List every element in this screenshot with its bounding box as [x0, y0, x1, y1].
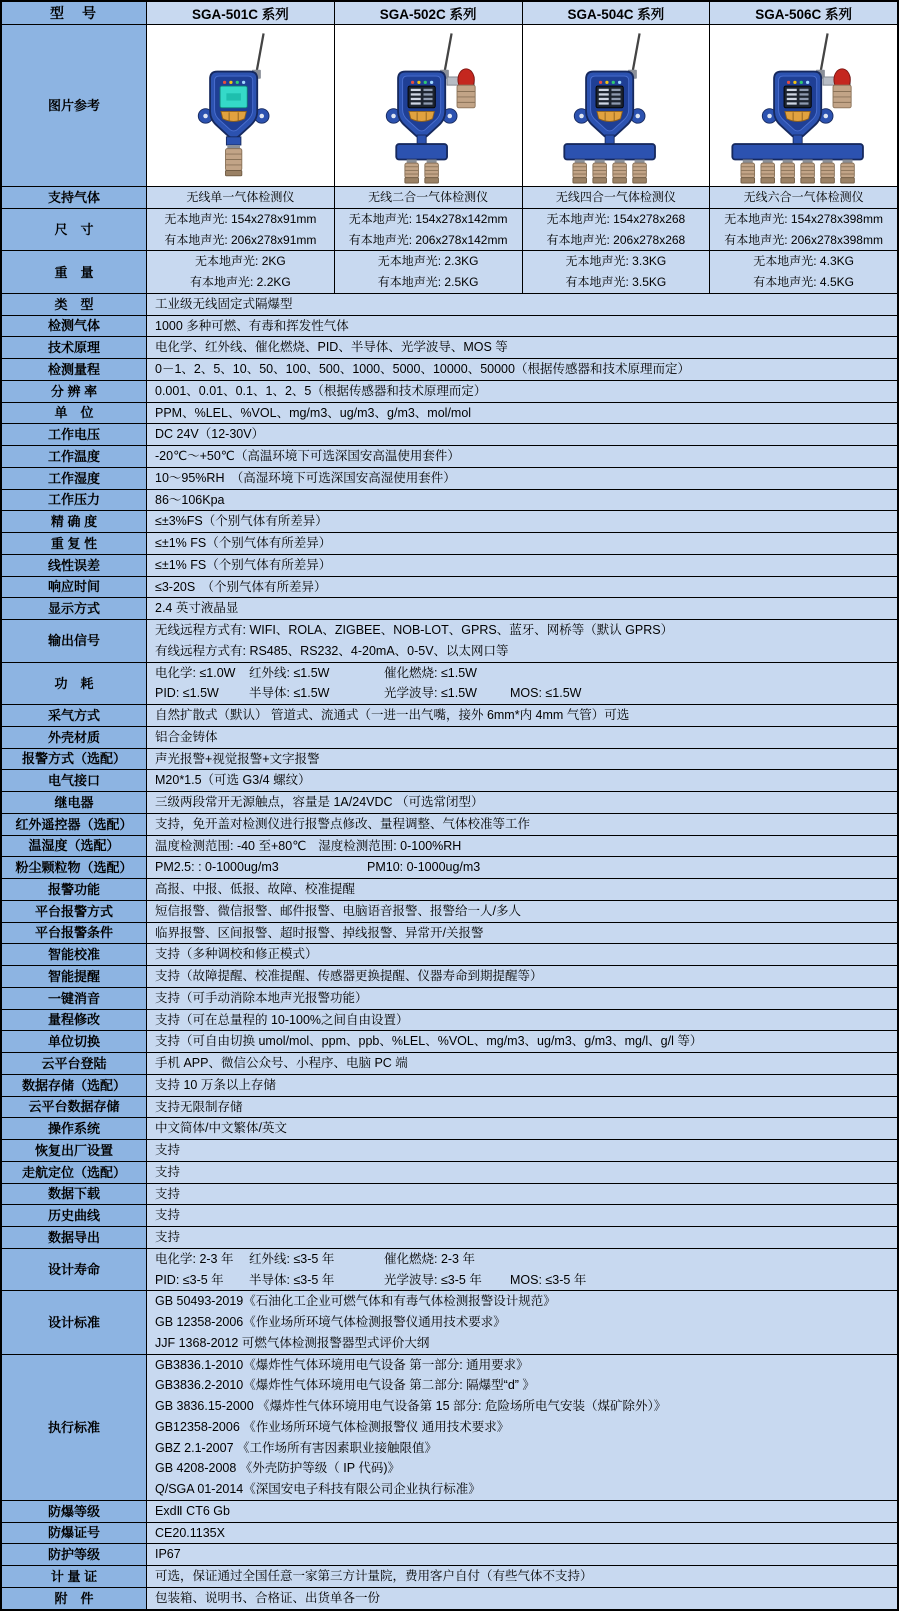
value-line: [155, 836, 897, 857]
value-ir-remote: [147, 814, 897, 835]
row-label-pressure: 工作压力: [2, 490, 147, 511]
value-line: GB12358-2006 《作业场所环境气体检测报警仪 通用技术要求》: [155, 1419, 510, 1434]
row-label-housing: 外壳材质: [2, 727, 147, 748]
spec-row-display: [2, 598, 897, 620]
value-line: 无线二合一气体检测仪: [368, 190, 489, 204]
value-line: 无本地声光: 4.3KG: [753, 254, 854, 269]
spec-row-design-standards: [2, 1291, 897, 1354]
model-header-sga-502c: SGA-502C 系列: [335, 2, 523, 24]
row-label-repeatability: 重 复 性: [2, 533, 147, 554]
value-accuracy: [147, 511, 897, 532]
value-design-life: [147, 1249, 897, 1291]
model-header-label: 型 号: [2, 2, 147, 24]
row-label-display: 显示方式: [2, 598, 147, 619]
value-line: 无本地声光: 2.3KG: [377, 254, 479, 269]
value-line: 有本地声光: 2.2KG: [190, 275, 291, 289]
spec-row-output-signal: [2, 620, 897, 663]
value-line: ≤±3%FS（个别气体有所差异）: [155, 514, 328, 529]
value-line: 支持（多种调校和修正模式）: [155, 947, 318, 962]
value-data-download: [147, 1184, 897, 1205]
value-line: 有本地声光: 206x278x398mm: [724, 232, 883, 247]
value-technology: [147, 337, 897, 358]
value-gas-supported-col4: [710, 187, 897, 208]
spec-row-units: [2, 403, 897, 425]
spec-row-smart-calibration: [2, 944, 897, 966]
value-segment: 红外线: ≤1.5W: [249, 665, 330, 680]
value-explosion-cert: [147, 1523, 897, 1544]
value-line: ExdⅡ CT6 Gb: [155, 1503, 230, 1518]
value-segment: 半导体: ≤3-5 年: [249, 1272, 335, 1287]
spec-row-dimensions: [2, 209, 897, 252]
product-image-sga-502c: [335, 25, 523, 186]
value-segment: MOS: ≤1.5W: [510, 686, 582, 701]
spec-row-linearity: [2, 555, 897, 577]
value-line: 无本地声光: 154x278x91mm: [164, 211, 317, 226]
model-header-sga-504c: SGA-504C 系列: [523, 2, 711, 24]
value-line: GB 12358-2006《作业场所环境气体检测报警仪通用技术要求》: [155, 1315, 506, 1329]
row-label-electrical-interface: 电气接口: [2, 770, 147, 791]
spec-row-metering-cert: [2, 1566, 897, 1588]
row-label-alarm-functions: 报警功能: [2, 879, 147, 900]
row-label-cloud-login: 云平台登陆: [2, 1053, 147, 1074]
value-line: -20℃～+50℃（高温环境下可选深国安高温使用套件）: [155, 449, 460, 463]
row-label-units: 单 位: [2, 403, 147, 424]
value-unit-switch: [147, 1031, 897, 1052]
value-segment: 半导体: ≤1.5W: [249, 686, 330, 701]
value-factory-reset: [147, 1140, 897, 1161]
product-image-sga-504c: [523, 25, 711, 186]
spec-row-cloud-login: [2, 1053, 897, 1075]
value-line: PPM、%LEL、%VOL、mg/m3、ug/m3、g/m3、mol/mol: [155, 405, 472, 420]
value-line: 支持（故障提醒、校准提醒、传感器更换提醒、仪器寿命到期提醒等）: [155, 969, 543, 983]
value-weight-col1: [147, 251, 335, 293]
value-segment: 电化学: ≤1.0W: [155, 665, 236, 680]
spec-row-voltage: [2, 424, 897, 446]
value-line: ≤±1% FS（个别气体有所差异）: [155, 557, 332, 572]
spec-row-alarm-functions: [2, 879, 897, 901]
value-line: CE20.1135X: [155, 1525, 225, 1540]
value-line: 2.4 英寸液晶显: [155, 601, 239, 616]
row-label-one-key-mute: 一键消音: [2, 988, 147, 1009]
value-line: 有本地声光: 206x278x268: [546, 232, 686, 247]
row-label-smart-reminder: 智能提醒: [2, 966, 147, 987]
value-line: 电化学、红外线、催化燃烧、PID、半导体、光学波导、MOS 等: [155, 340, 508, 355]
value-gas-supported-col2: [335, 187, 523, 208]
value-line: 无本地声光: 3.3KG: [565, 254, 667, 269]
gas-detector-figure: [337, 28, 519, 184]
value-line: 短信报警、微信报警、邮件报警、电脑语音报警、报警给一人/多人: [155, 903, 521, 918]
value-line: 支持: [155, 1208, 181, 1223]
value-line: 支持: [155, 1186, 181, 1201]
value-line: 声光报警+视觉报警+文字报警: [155, 751, 320, 766]
spec-row-alarm-mode: [2, 749, 897, 771]
row-label-exec-standards: 执行标准: [2, 1355, 147, 1500]
value-line: GB3836.2-2010《爆炸性气体环境用电气设备 第二部分: 隔爆型“d” 》: [155, 1378, 535, 1393]
spec-row-dust: [2, 857, 897, 879]
value-data-export: [147, 1227, 897, 1248]
spec-row-weight: [2, 251, 897, 294]
value-line: 无本地声光: 2KG: [195, 254, 286, 269]
value-line: 支持无限制存储: [155, 1099, 243, 1114]
row-label-response-time: 响应时间: [2, 577, 147, 598]
spec-row-history-curve: [2, 1205, 897, 1227]
value-line: 工业级无线固定式隔爆型: [155, 296, 293, 311]
value-response-time: [147, 577, 897, 598]
value-ip-rating: [147, 1544, 897, 1565]
value-segment: PM2.5: : 0-1000ug/m3: [155, 860, 279, 875]
value-units: [147, 403, 897, 424]
value-line: 支持: [155, 1230, 181, 1244]
row-label-explosion-cert: 防爆证号: [2, 1523, 147, 1544]
value-line: 手机 APP、微信公众号、小程序、电脑 PC 端: [155, 1056, 408, 1070]
value-smart-calibration: [147, 944, 897, 965]
value-line: 高报、中报、低报、故障、校准提醒: [155, 882, 356, 896]
value-range-modify: [147, 1010, 897, 1031]
value-line: [155, 663, 897, 684]
value-segment: 湿度检测范围: 0-100%RH: [318, 838, 462, 853]
spec-row-ip-rating: [2, 1544, 897, 1566]
value-line: [155, 1270, 897, 1291]
row-label-alarm-mode: 报警方式（选配）: [2, 749, 147, 770]
row-label-os: 操作系统: [2, 1118, 147, 1139]
value-line: 无本地声光: 154x278x142mm: [348, 211, 508, 226]
value-line: [155, 1249, 897, 1270]
row-label-dimensions: 尺 寸: [2, 209, 147, 251]
image-row-label: 图片参考: [2, 25, 147, 186]
row-label-history-curve: 历史曲线: [2, 1205, 147, 1226]
value-line: 支持（可自由切换 umol/mol、ppm、ppb、%LEL、%VOL、mg/m3、ug/m3、g/m3、mg/l、g/l 等）: [155, 1034, 703, 1049]
spec-row-housing: [2, 727, 897, 749]
spec-row-cloud-storage: [2, 1097, 897, 1119]
value-line: GB 3836.15-2000 《爆炸性气体环境用电气设备第 15 部分: 危险场所电气安装（煤矿除外）》: [155, 1399, 667, 1413]
value-line: 三级两段常开无源触点，容量是 1A/24VDC （可选常闭型）: [155, 795, 484, 809]
spec-row-power-consumption: [2, 663, 897, 706]
value-design-standards: [147, 1291, 897, 1353]
value-weight-col3: [523, 251, 711, 293]
value-dimensions-col3: [523, 209, 711, 251]
spec-row-ir-remote: [2, 814, 897, 836]
row-label-navigation: 走航定位（选配）: [2, 1162, 147, 1183]
value-line: 无本地声光: 154x278x398mm: [724, 211, 883, 226]
value-weight-col4: [710, 251, 897, 293]
value-explosion-grade: [147, 1501, 897, 1522]
row-label-unit-switch: 单位切换: [2, 1031, 147, 1052]
value-line: 无本地声光: 154x278x268: [546, 211, 686, 226]
value-exec-standards: [147, 1355, 897, 1500]
value-segment: PID: ≤1.5W: [155, 686, 219, 701]
value-line: 86～106Kpa: [155, 492, 225, 507]
spec-row-platform-alarm-methods: [2, 901, 897, 923]
value-line: 有本地声光: 3.5KG: [565, 275, 667, 289]
value-platform-alarm-conditions: [147, 923, 897, 944]
row-label-humidity: 工作湿度: [2, 468, 147, 489]
row-label-ir-remote: 红外遥控器（选配）: [2, 814, 147, 835]
value-line: 有线远程方式有: RS485、RS232、4-20mA、0-5V、以太网口等: [155, 643, 509, 658]
value-line: 无线六合一气体检测仪: [743, 190, 864, 204]
spec-row-repeatability: [2, 533, 897, 555]
value-line: IP67: [155, 1547, 181, 1562]
spec-row-gas-supported: [2, 187, 897, 209]
row-label-accuracy: 精 确 度: [2, 511, 147, 532]
value-history-curve: [147, 1205, 897, 1226]
row-label-data-storage: 数据存储（选配）: [2, 1075, 147, 1096]
product-image-row: [2, 25, 897, 187]
value-line: GB3836.1-2010《爆炸性气体环境用电气设备 第一部分: 通用要求》: [155, 1357, 529, 1372]
spec-row-accuracy: [2, 511, 897, 533]
value-segment: PID: ≤3-5 年: [155, 1272, 224, 1287]
value-line: ≤±1% FS（个别气体有所差异）: [155, 536, 332, 550]
value-relay: [147, 792, 897, 813]
value-line: 10～95%RH （高湿环境下可选深国安高湿使用套件）: [155, 470, 456, 485]
row-label-design-life: 设计寿命: [2, 1249, 147, 1291]
spec-row-os: [2, 1118, 897, 1140]
row-label-detected-gases: 检测气体: [2, 316, 147, 337]
value-detected-gases: [147, 316, 897, 337]
row-label-accessories: 附 件: [2, 1588, 147, 1609]
value-power-consumption: [147, 663, 897, 705]
value-line: 有本地声光: 4.5KG: [753, 275, 854, 289]
row-label-metering-cert: 计 量 证: [2, 1566, 147, 1587]
row-label-data-download: 数据下载: [2, 1184, 147, 1205]
spec-row-temperature: [2, 446, 897, 468]
product-image-sga-506c: [710, 25, 897, 186]
value-segment: 光学波导: ≤3-5 年: [384, 1272, 482, 1287]
value-line: DC 24V（12-30V）: [155, 427, 265, 442]
spec-row-range: [2, 359, 897, 381]
value-line: 中文简体/中文繁体/英文: [155, 1121, 287, 1136]
value-data-storage: [147, 1075, 897, 1096]
spec-row-response-time: [2, 577, 897, 599]
spec-row-range-modify: [2, 1010, 897, 1032]
value-line: JJF 1368-2012 可燃气体检测报警器型式评价大纲: [155, 1335, 430, 1350]
spec-row-factory-reset: [2, 1140, 897, 1162]
gas-detector-figure: [149, 28, 331, 184]
value-line: 铝合金铸体: [155, 729, 218, 744]
spec-row-humidity: [2, 468, 897, 490]
value-line: 0.001、0.01、0.1、1、2、5（根据传感器和技术原理而定）: [155, 383, 487, 398]
value-line: M20*1.5（可选 G3/4 螺纹）: [155, 773, 311, 788]
spec-row-explosion-cert: [2, 1523, 897, 1545]
value-platform-alarm-methods: [147, 901, 897, 922]
row-label-explosion-grade: 防爆等级: [2, 1501, 147, 1522]
value-alarm-functions: [147, 879, 897, 900]
row-label-linearity: 线性误差: [2, 555, 147, 576]
value-line: 支持，免开盖对检测仪进行报警点修改、量程调整、气体校准等工作: [155, 816, 531, 831]
value-line: 可选，保证通过全国任意一家第三方计量院，费用客户自付（有些气体不支持）: [155, 1569, 593, 1583]
spec-row-one-key-mute: [2, 988, 897, 1010]
value-line: 支持: [155, 1164, 181, 1179]
row-label-platform-alarm-methods: 平台报警方式: [2, 901, 147, 922]
value-line: 有本地声光: 2.5KG: [377, 275, 479, 289]
value-os: [147, 1118, 897, 1139]
row-label-sampling: 采气方式: [2, 705, 147, 726]
spec-row-relay: [2, 792, 897, 814]
value-electrical-interface: [147, 770, 897, 791]
gas-detector-figure: [713, 28, 895, 184]
row-label-range-modify: 量程修改: [2, 1010, 147, 1031]
value-smart-reminder: [147, 966, 897, 987]
value-line: ≤3-20S （个别气体有所差异）: [155, 579, 327, 594]
value-resolution: [147, 381, 897, 402]
value-line: 临界报警、区间报警、超时报警、掉线报警、异常开/关报警: [155, 925, 484, 940]
value-one-key-mute: [147, 988, 897, 1009]
value-line: 有本地声光: 206x278x142mm: [348, 232, 508, 247]
row-label-ip-rating: 防护等级: [2, 1544, 147, 1565]
row-label-power-consumption: 功 耗: [2, 663, 147, 705]
spec-row-smart-reminder: [2, 966, 897, 988]
value-accessories: [147, 1588, 897, 1609]
row-label-voltage: 工作电压: [2, 424, 147, 445]
value-line: 有本地声光: 206x278x91mm: [164, 232, 317, 247]
value-line: [155, 857, 897, 878]
row-label-smart-calibration: 智能校准: [2, 944, 147, 965]
value-output-signal: [147, 620, 897, 662]
row-label-dust: 粉尘颗粒物（选配）: [2, 857, 147, 878]
spec-row-data-storage: [2, 1075, 897, 1097]
value-segment: 红外线: ≤3-5 年: [249, 1251, 335, 1266]
value-line: 无线远程方式有: WIFI、ROLA、ZIGBEE、NOB-LOT、GPRS、蓝牙、网桥等（默认 GPRS）: [155, 623, 674, 637]
value-dimensions-col4: [710, 209, 897, 251]
value-segment: PM10: 0-1000ug/m3: [367, 860, 481, 875]
value-metering-cert: [147, 1566, 897, 1587]
spec-row-detected-gases: [2, 316, 897, 338]
value-pressure: [147, 490, 897, 511]
spec-row-data-download: [2, 1184, 897, 1206]
row-label-cloud-storage: 云平台数据存储: [2, 1097, 147, 1118]
value-range: [147, 359, 897, 380]
model-header-sga-506c: SGA-506C 系列: [710, 2, 897, 24]
row-label-output-signal: 输出信号: [2, 620, 147, 662]
spec-row-exec-standards: [2, 1355, 897, 1501]
value-temp-humidity: [147, 836, 897, 857]
value-line: [155, 683, 897, 704]
row-label-resolution: 分 辨 率: [2, 381, 147, 402]
value-weight-col2: [335, 251, 523, 293]
row-label-gas-supported: 支持气体: [2, 187, 147, 208]
spec-row-design-life: [2, 1249, 897, 1292]
value-segment: 温度检测范围: -40 至+80℃: [155, 838, 307, 853]
value-line: 支持 10 万条以上存储: [155, 1077, 276, 1092]
value-gas-supported-col3: [523, 187, 711, 208]
value-gas-supported-col1: [147, 187, 335, 208]
spec-row-technology: [2, 337, 897, 359]
row-label-temp-humidity: 温湿度（选配）: [2, 836, 147, 857]
spec-row-pressure: [2, 490, 897, 512]
row-label-type: 类 型: [2, 294, 147, 315]
gas-detector-figure: [525, 28, 707, 184]
product-image-sga-501c: [147, 25, 335, 186]
value-line: GB 4208-2008 《外壳防护等级（ IP 代码)》: [155, 1461, 400, 1476]
value-segment: 电化学: 2-3 年: [155, 1251, 234, 1266]
value-sampling: [147, 705, 897, 726]
spec-row-platform-alarm-conditions: [2, 923, 897, 945]
value-repeatability: [147, 533, 897, 554]
value-segment: 催化燃烧: ≤1.5W: [384, 665, 477, 680]
row-label-weight: 重 量: [2, 251, 147, 293]
spec-row-resolution: [2, 381, 897, 403]
value-line: 无线四合一气体检测仪: [555, 190, 676, 204]
value-humidity: [147, 468, 897, 489]
value-line: Q/SGA 01-2014《深国安电子科技有限公司企业执行标准》: [155, 1482, 481, 1496]
value-segment: MOS: ≤3-5 年: [510, 1272, 587, 1287]
value-line: GB 50493-2019《石油化工企业可燃气体和有毒气体检测报警设计规范》: [155, 1294, 556, 1309]
value-line: 无线单一气体检测仪: [186, 190, 295, 204]
value-line: 支持（可手动消除本地声光报警功能）: [155, 990, 368, 1005]
value-line: GBZ 2.1-2007 《工作场所有害因素职业接触限值》: [155, 1440, 437, 1455]
spec-row-type: [2, 294, 897, 316]
value-type: [147, 294, 897, 315]
value-cloud-login: [147, 1053, 897, 1074]
spec-row-temp-humidity: [2, 836, 897, 858]
spec-row-unit-switch: [2, 1031, 897, 1053]
row-label-data-export: 数据导出: [2, 1227, 147, 1248]
row-label-design-standards: 设计标准: [2, 1291, 147, 1353]
spec-row-data-export: [2, 1227, 897, 1249]
value-line: 1000 多种可燃、有毒和挥发性气体: [155, 318, 349, 333]
value-line: 支持（可在总量程的 10-100%之间自由设置）: [155, 1012, 409, 1027]
spec-row-explosion-grade: [2, 1501, 897, 1523]
row-label-temperature: 工作温度: [2, 446, 147, 467]
spec-row-electrical-interface: [2, 770, 897, 792]
value-dust: [147, 857, 897, 878]
spec-rows: [2, 187, 897, 1609]
spec-row-navigation: [2, 1162, 897, 1184]
value-dimensions-col1: [147, 209, 335, 251]
value-navigation: [147, 1162, 897, 1183]
value-cloud-storage: [147, 1097, 897, 1118]
value-voltage: [147, 424, 897, 445]
row-label-technology: 技术原理: [2, 337, 147, 358]
row-label-range: 检测量程: [2, 359, 147, 380]
value-segment: 光学波导: ≤1.5W: [384, 686, 477, 701]
value-linearity: [147, 555, 897, 576]
row-label-factory-reset: 恢复出厂设置: [2, 1140, 147, 1161]
model-header-sga-501c: SGA-501C 系列: [147, 2, 335, 24]
spec-row-accessories: [2, 1588, 897, 1609]
value-housing: [147, 727, 897, 748]
value-dimensions-col2: [335, 209, 523, 251]
model-header-row: [2, 2, 897, 25]
row-label-platform-alarm-conditions: 平台报警条件: [2, 923, 147, 944]
value-line: 支持: [155, 1143, 181, 1157]
value-display: [147, 598, 897, 619]
value-alarm-mode: [147, 749, 897, 770]
value-temperature: [147, 446, 897, 467]
value-line: 自然扩散式（默认） 管道式、流通式（一进一出气嘴，接外 6mm*内 4mm 气管）可选: [155, 708, 630, 722]
spec-row-sampling: [2, 705, 897, 727]
row-label-relay: 继电器: [2, 792, 147, 813]
value-line: 包装箱、说明书、合格证、出货单各一份: [155, 1590, 381, 1605]
value-line: 0－1、2、5、10、50、100、500、1000、5000、10000、50000（根据传感器和技术原理而定）: [155, 362, 690, 376]
value-segment: 催化燃烧: 2-3 年: [384, 1251, 475, 1266]
